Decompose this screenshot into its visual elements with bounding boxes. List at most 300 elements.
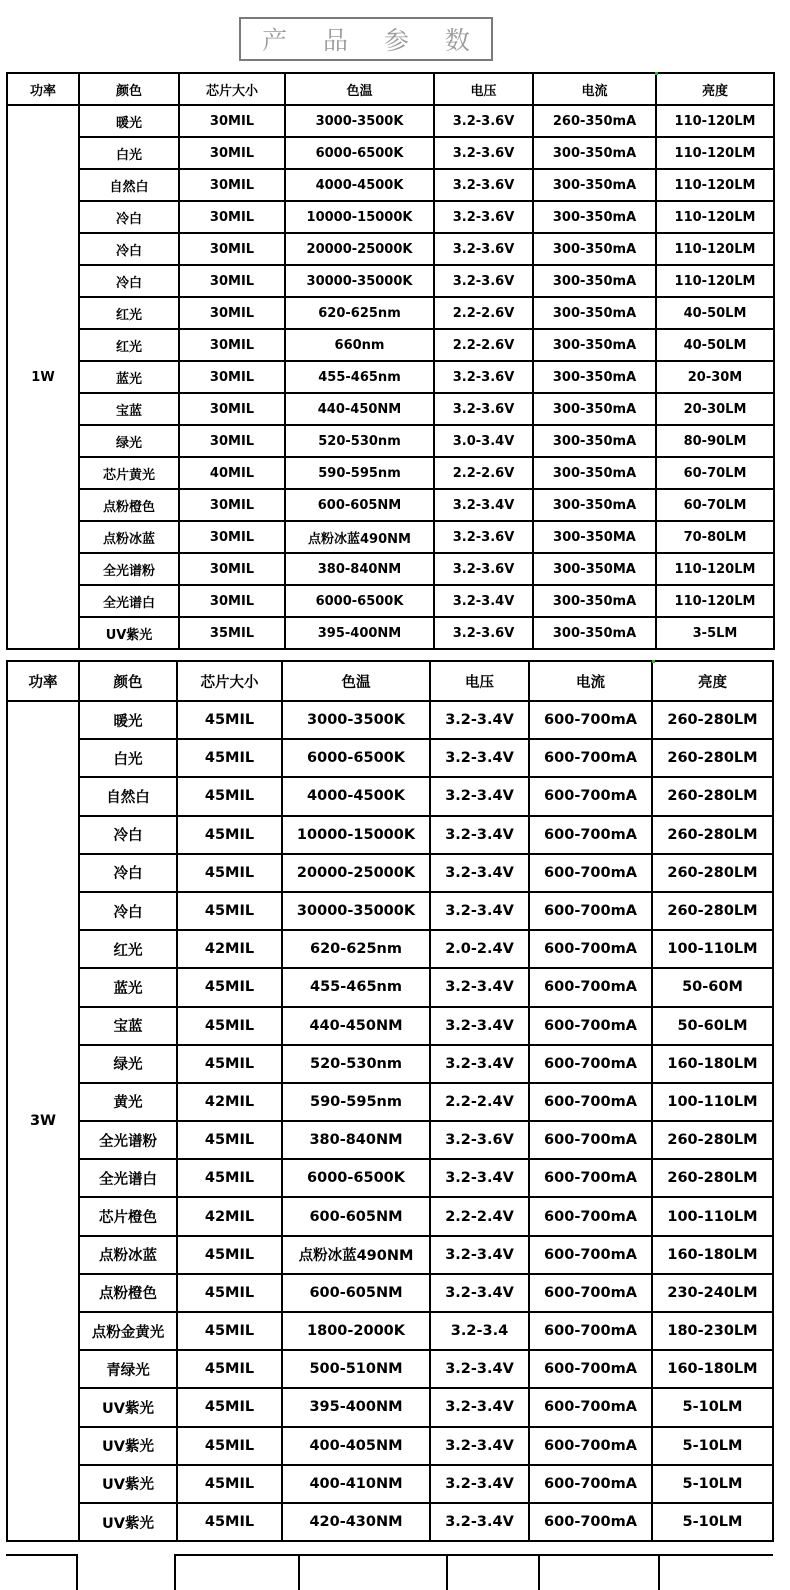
- cell-voltage: 3.2-3.4V: [430, 1388, 529, 1426]
- cell-color-temp: 395-400NM: [282, 1388, 430, 1426]
- cell-chip-size: 30MIL: [179, 105, 285, 137]
- cell-current: 600-700mA: [529, 1159, 652, 1197]
- header-row: [7, 661, 773, 701]
- cell-current: 600-700mA: [529, 1312, 652, 1350]
- cell-voltage: 3.2-3.6V: [434, 265, 533, 297]
- cell-color-temp: 点粉冰蓝490NM: [285, 521, 434, 553]
- cell-color: 红光: [79, 930, 177, 968]
- cell-voltage: 3.2-3.6V: [430, 1121, 529, 1159]
- cell-voltage: 3.0-3.4V: [434, 425, 533, 457]
- cell-color-temp: 10000-15000K: [285, 201, 434, 233]
- table-row: [7, 1388, 773, 1426]
- cell-chip-size: 45MIL: [177, 1007, 282, 1045]
- cell-current: 600-700mA: [529, 1427, 652, 1465]
- cell-brightness: 40-50LM: [656, 297, 774, 329]
- cell-chip-size: 45MIL: [177, 854, 282, 892]
- table-row: [7, 617, 774, 649]
- table-row: [7, 1236, 773, 1274]
- table-row: [7, 457, 774, 489]
- cell-chip-size: 45MIL: [177, 1312, 282, 1350]
- divider: [446, 1554, 448, 1590]
- table-body-1w: [7, 105, 774, 649]
- cell-brightness: 5-10LM: [652, 1465, 773, 1503]
- cell-current: 600-700mA: [529, 777, 652, 815]
- cell-current: 600-700mA: [529, 1007, 652, 1045]
- table-row: [7, 854, 773, 892]
- cell-chip-size: 42MIL: [177, 1197, 282, 1235]
- cell-brightness: 60-70LM: [656, 489, 774, 521]
- cell-current: 600-700mA: [529, 1083, 652, 1121]
- table-row: [7, 892, 773, 930]
- cell-chip-size: 45MIL: [177, 1503, 282, 1541]
- table-row: [7, 329, 774, 361]
- cell-voltage: 3.2-3.6V: [434, 393, 533, 425]
- table-row: [7, 1121, 773, 1159]
- cell-color: 全光谱白: [79, 585, 179, 617]
- cell-color: 全光谱粉: [79, 553, 179, 585]
- cell-current: 300-350mA: [533, 137, 656, 169]
- cell-color: 白光: [79, 137, 179, 169]
- table-row: [7, 105, 774, 137]
- cell-voltage: 3.2-3.4V: [430, 1007, 529, 1045]
- divider: [174, 1554, 176, 1590]
- partial-next-table: [6, 1554, 773, 1590]
- cell-brightness: 110-120LM: [656, 201, 774, 233]
- cell-voltage: 3.2-3.4V: [430, 1427, 529, 1465]
- cell-color-temp: 420-430NM: [282, 1503, 430, 1541]
- header-chip-size: 芯片大小: [177, 661, 282, 701]
- header-color-temp: 色温: [285, 73, 434, 105]
- cell-brightness: 160-180LM: [652, 1045, 773, 1083]
- cell-chip-size: 45MIL: [177, 1427, 282, 1465]
- cell-color: 青绿光: [79, 1350, 177, 1388]
- cell-voltage: 3.2-3.4V: [430, 1465, 529, 1503]
- cell-chip-size: 35MIL: [179, 617, 285, 649]
- cell-color-temp: 30000-35000K: [285, 265, 434, 297]
- cell-brightness: 50-60M: [652, 968, 773, 1006]
- cell-color-temp: 3000-3500K: [285, 105, 434, 137]
- title-box: [239, 17, 493, 61]
- cell-chip-size: 30MIL: [179, 489, 285, 521]
- header-color: 颜色: [79, 73, 179, 105]
- table-row: [7, 777, 773, 815]
- header-power: 功率: [7, 73, 79, 105]
- cell-color: 黄光: [79, 1083, 177, 1121]
- cell-voltage: 3.2-3.4V: [430, 816, 529, 854]
- cell-voltage: 3.2-3.6V: [434, 169, 533, 201]
- green-dot-marker: [655, 72, 658, 75]
- cell-color: 暖光: [79, 701, 177, 739]
- cell-current: 600-700mA: [529, 739, 652, 777]
- cell-chip-size: 45MIL: [177, 1388, 282, 1426]
- cell-chip-size: 45MIL: [177, 1121, 282, 1159]
- cell-chip-size: 42MIL: [177, 1083, 282, 1121]
- table-row: [7, 1350, 773, 1388]
- cell-chip-size: 45MIL: [177, 1465, 282, 1503]
- table-row: [7, 1312, 773, 1350]
- header-voltage: 电压: [434, 73, 533, 105]
- cell-brightness: 160-180LM: [652, 1236, 773, 1274]
- cell-color: 暖光: [79, 105, 179, 137]
- cell-brightness: 110-120LM: [656, 265, 774, 297]
- cell-color-temp: 620-625nm: [285, 297, 434, 329]
- cell-current: 600-700mA: [529, 892, 652, 930]
- cell-voltage: 2.0-2.4V: [430, 930, 529, 968]
- cell-brightness: 110-120LM: [656, 585, 774, 617]
- cell-current: 300-350mA: [533, 585, 656, 617]
- table-row: [7, 930, 773, 968]
- cell-voltage: 3.2-3.6V: [434, 137, 533, 169]
- cell-current: 600-700mA: [529, 968, 652, 1006]
- cell-color-temp: 455-465nm: [282, 968, 430, 1006]
- table-row: [7, 361, 774, 393]
- cell-brightness: 110-120LM: [656, 553, 774, 585]
- cell-brightness: 260-280LM: [652, 701, 773, 739]
- cell-current: 300-350mA: [533, 297, 656, 329]
- table-row: [7, 1503, 773, 1541]
- table-body-3w: [7, 701, 773, 1541]
- cell-brightness: 100-110LM: [652, 1083, 773, 1121]
- header-color: 颜色: [79, 661, 177, 701]
- cell-color: 蓝光: [79, 361, 179, 393]
- table-row: [7, 585, 774, 617]
- table-row: [7, 1007, 773, 1045]
- cell-color: UV紫光: [79, 1388, 177, 1426]
- cell-brightness: 260-280LM: [652, 739, 773, 777]
- cell-current: 300-350mA: [533, 201, 656, 233]
- cell-brightness: 100-110LM: [652, 930, 773, 968]
- cell-brightness: 70-80LM: [656, 521, 774, 553]
- header-brightness: 亮度: [656, 73, 774, 105]
- page-title: 产 品 参 数: [262, 26, 484, 55]
- table-row: [7, 816, 773, 854]
- cell-brightness: 230-240LM: [652, 1274, 773, 1312]
- cell-color: 自然白: [79, 777, 177, 815]
- cell-voltage: 3.2-3.4V: [430, 854, 529, 892]
- cell-chip-size: 30MIL: [179, 137, 285, 169]
- cell-current: 600-700mA: [529, 1388, 652, 1426]
- cell-color-temp: 600-605NM: [285, 489, 434, 521]
- cell-chip-size: 30MIL: [179, 585, 285, 617]
- cell-chip-size: 45MIL: [177, 1045, 282, 1083]
- table-row: [7, 1197, 773, 1235]
- table-row: [7, 393, 774, 425]
- cell-chip-size: 45MIL: [177, 816, 282, 854]
- table-row: [7, 137, 774, 169]
- cell-brightness: 80-90LM: [656, 425, 774, 457]
- cell-color-temp: 455-465nm: [285, 361, 434, 393]
- cell-current: 600-700mA: [529, 816, 652, 854]
- cell-current: 600-700mA: [529, 930, 652, 968]
- cell-chip-size: 45MIL: [177, 701, 282, 739]
- cell-color-temp: 20000-25000K: [282, 854, 430, 892]
- cell-color-temp: 600-605NM: [282, 1197, 430, 1235]
- cell-chip-size: 30MIL: [179, 521, 285, 553]
- cell-color-temp: 440-450NM: [282, 1007, 430, 1045]
- cell-voltage: 3.2-3.6V: [434, 521, 533, 553]
- cell-color-temp: 4000-4500K: [282, 777, 430, 815]
- cell-color-temp: 440-450NM: [285, 393, 434, 425]
- cell-brightness: 260-280LM: [652, 854, 773, 892]
- divider: [298, 1554, 300, 1590]
- cell-current: 300-350MA: [533, 521, 656, 553]
- table-row: [7, 425, 774, 457]
- cell-chip-size: 30MIL: [179, 553, 285, 585]
- header-row: [7, 73, 774, 105]
- table-row: [7, 201, 774, 233]
- cell-voltage: 2.2-2.6V: [434, 457, 533, 489]
- cell-chip-size: 45MIL: [177, 968, 282, 1006]
- cell-color: 宝蓝: [79, 393, 179, 425]
- table-row: [7, 169, 774, 201]
- cell-voltage: 3.2-3.6V: [434, 553, 533, 585]
- cell-current: 600-700mA: [529, 1465, 652, 1503]
- cell-color-temp: 620-625nm: [282, 930, 430, 968]
- cell-current: 600-700mA: [529, 854, 652, 892]
- cell-chip-size: 30MIL: [179, 169, 285, 201]
- cell-current: 260-350mA: [533, 105, 656, 137]
- cell-chip-size: 30MIL: [179, 265, 285, 297]
- cell-voltage: 2.2-2.6V: [434, 329, 533, 361]
- cell-brightness: 180-230LM: [652, 1312, 773, 1350]
- divider: [76, 1554, 78, 1590]
- cell-color-temp: 380-840NM: [285, 553, 434, 585]
- cell-current: 300-350MA: [533, 553, 656, 585]
- cell-color-temp: 500-510NM: [282, 1350, 430, 1388]
- cell-brightness: 260-280LM: [652, 816, 773, 854]
- cell-color: 宝蓝: [79, 1007, 177, 1045]
- header-voltage: 电压: [430, 661, 529, 701]
- cell-color-temp: 10000-15000K: [282, 816, 430, 854]
- cell-color-temp: 6000-6500K: [285, 585, 434, 617]
- cell-color: UV紫光: [79, 1503, 177, 1541]
- cell-chip-size: 40MIL: [179, 457, 285, 489]
- cell-color: 芯片橙色: [79, 1197, 177, 1235]
- cell-current: 300-350mA: [533, 329, 656, 361]
- cell-color: 冷白: [79, 854, 177, 892]
- cell-color-temp: 660nm: [285, 329, 434, 361]
- cell-chip-size: 30MIL: [179, 201, 285, 233]
- cell-color: 点粉橙色: [79, 489, 179, 521]
- cell-voltage: 3.2-3.4V: [434, 489, 533, 521]
- header-current: 电流: [529, 661, 652, 701]
- header-current: 电流: [533, 73, 656, 105]
- cell-color: 红光: [79, 329, 179, 361]
- cell-brightness: 260-280LM: [652, 1159, 773, 1197]
- cell-brightness: 20-30LM: [656, 393, 774, 425]
- divider: [6, 1554, 76, 1556]
- cell-color: UV紫光: [79, 1465, 177, 1503]
- cell-brightness: 110-120LM: [656, 105, 774, 137]
- cell-color: 红光: [79, 297, 179, 329]
- cell-color: 全光谱白: [79, 1159, 177, 1197]
- cell-brightness: 50-60LM: [652, 1007, 773, 1045]
- cell-brightness: 5-10LM: [652, 1503, 773, 1541]
- cell-voltage: 3.2-3.4V: [430, 1274, 529, 1312]
- cell-current: 600-700mA: [529, 1503, 652, 1541]
- cell-brightness: 260-280LM: [652, 777, 773, 815]
- cell-brightness: 60-70LM: [656, 457, 774, 489]
- table-row: [7, 701, 773, 739]
- cell-chip-size: 45MIL: [177, 739, 282, 777]
- cell-color-temp: 600-605NM: [282, 1274, 430, 1312]
- cell-voltage: 3.2-3.4V: [430, 892, 529, 930]
- divider: [658, 1554, 660, 1590]
- cell-color-temp: 1800-2000K: [282, 1312, 430, 1350]
- cell-voltage: 3.2-3.6V: [434, 617, 533, 649]
- cell-color: 自然白: [79, 169, 179, 201]
- table-row: [7, 1083, 773, 1121]
- cell-voltage: 2.2-2.4V: [430, 1083, 529, 1121]
- cell-current: 600-700mA: [529, 1274, 652, 1312]
- cell-brightness: 3-5LM: [656, 617, 774, 649]
- cell-voltage: 3.2-3.4V: [430, 739, 529, 777]
- cell-color-temp: 400-410NM: [282, 1465, 430, 1503]
- cell-color-temp: 520-530nm: [285, 425, 434, 457]
- cell-brightness: 160-180LM: [652, 1350, 773, 1388]
- cell-color: 点粉橙色: [79, 1274, 177, 1312]
- cell-voltage: 3.2-3.4V: [430, 968, 529, 1006]
- header-chip-size: 芯片大小: [179, 73, 285, 105]
- table-row: [7, 1045, 773, 1083]
- cell-color: UV紫光: [79, 617, 179, 649]
- cell-color-temp: 590-595nm: [282, 1083, 430, 1121]
- cell-color: 点粉冰蓝: [79, 521, 179, 553]
- cell-voltage: 3.2-3.4V: [434, 585, 533, 617]
- table-row: [7, 297, 774, 329]
- cell-chip-size: 30MIL: [179, 393, 285, 425]
- divider: [176, 1554, 773, 1556]
- cell-brightness: 110-120LM: [656, 169, 774, 201]
- table-row: [7, 1274, 773, 1312]
- cell-voltage: 2.2-2.4V: [430, 1197, 529, 1235]
- cell-brightness: 5-10LM: [652, 1427, 773, 1465]
- cell-color: 冷白: [79, 816, 177, 854]
- divider: [538, 1554, 540, 1590]
- cell-current: 300-350mA: [533, 169, 656, 201]
- cell-color-temp: 30000-35000K: [282, 892, 430, 930]
- cell-current: 300-350mA: [533, 265, 656, 297]
- header-brightness: 亮度: [652, 661, 773, 701]
- cell-power: 1W: [7, 105, 79, 649]
- cell-color-temp: 点粉冰蓝490NM: [282, 1236, 430, 1274]
- cell-chip-size: 45MIL: [177, 1274, 282, 1312]
- cell-chip-size: 45MIL: [177, 777, 282, 815]
- cell-brightness: 40-50LM: [656, 329, 774, 361]
- cell-color-temp: 395-400NM: [285, 617, 434, 649]
- cell-voltage: 3.2-3.4: [430, 1312, 529, 1350]
- cell-current: 300-350mA: [533, 233, 656, 265]
- cell-voltage: 2.2-2.6V: [434, 297, 533, 329]
- cell-color: 冷白: [79, 892, 177, 930]
- table-row: [7, 521, 774, 553]
- cell-color: 冷白: [79, 201, 179, 233]
- spec-table-1w: [6, 72, 775, 650]
- cell-current: 600-700mA: [529, 701, 652, 739]
- cell-voltage: 3.2-3.6V: [434, 105, 533, 137]
- cell-brightness: 260-280LM: [652, 892, 773, 930]
- cell-color: 芯片黄光: [79, 457, 179, 489]
- cell-color-temp: 20000-25000K: [285, 233, 434, 265]
- cell-chip-size: 45MIL: [177, 1236, 282, 1274]
- green-dot-marker: [652, 660, 655, 663]
- cell-current: 600-700mA: [529, 1236, 652, 1274]
- cell-chip-size: 30MIL: [179, 233, 285, 265]
- cell-color: 绿光: [79, 1045, 177, 1083]
- cell-voltage: 3.2-3.4V: [430, 777, 529, 815]
- cell-power: 3W: [7, 701, 79, 1541]
- cell-voltage: 3.2-3.4V: [430, 1159, 529, 1197]
- cell-color-temp: 6000-6500K: [285, 137, 434, 169]
- cell-color-temp: 380-840NM: [282, 1121, 430, 1159]
- cell-current: 300-350mA: [533, 457, 656, 489]
- cell-current: 300-350mA: [533, 617, 656, 649]
- cell-current: 600-700mA: [529, 1045, 652, 1083]
- cell-chip-size: 42MIL: [177, 930, 282, 968]
- cell-color-temp: 4000-4500K: [285, 169, 434, 201]
- cell-voltage: 3.2-3.6V: [434, 233, 533, 265]
- cell-voltage: 3.2-3.4V: [430, 1045, 529, 1083]
- cell-current: 300-350mA: [533, 361, 656, 393]
- cell-current: 300-350mA: [533, 489, 656, 521]
- cell-color: 蓝光: [79, 968, 177, 1006]
- table-row: [7, 233, 774, 265]
- cell-color: 点粉冰蓝: [79, 1236, 177, 1274]
- cell-voltage: 3.2-3.6V: [434, 361, 533, 393]
- cell-voltage: 3.2-3.4V: [430, 1503, 529, 1541]
- cell-brightness: 20-30M: [656, 361, 774, 393]
- cell-chip-size: 30MIL: [179, 329, 285, 361]
- cell-chip-size: 30MIL: [179, 425, 285, 457]
- cell-voltage: 3.2-3.4V: [430, 1350, 529, 1388]
- cell-color-temp: 590-595nm: [285, 457, 434, 489]
- cell-chip-size: 45MIL: [177, 1350, 282, 1388]
- cell-brightness: 110-120LM: [656, 137, 774, 169]
- cell-color: 全光谱粉: [79, 1121, 177, 1159]
- table-row: [7, 739, 773, 777]
- table-row: [7, 1465, 773, 1503]
- cell-color: UV紫光: [79, 1427, 177, 1465]
- cell-current: 600-700mA: [529, 1350, 652, 1388]
- cell-color: 冷白: [79, 265, 179, 297]
- cell-current: 600-700mA: [529, 1197, 652, 1235]
- cell-color: 白光: [79, 739, 177, 777]
- cell-color: 冷白: [79, 233, 179, 265]
- cell-brightness: 260-280LM: [652, 1121, 773, 1159]
- cell-color: 点粉金黄光: [79, 1312, 177, 1350]
- cell-voltage: 3.2-3.4V: [430, 1236, 529, 1274]
- header-power: 功率: [7, 661, 79, 701]
- cell-brightness: 110-120LM: [656, 233, 774, 265]
- table-row: [7, 1427, 773, 1465]
- cell-color: 绿光: [79, 425, 179, 457]
- table-row: [7, 489, 774, 521]
- table-row: [7, 265, 774, 297]
- cell-color-temp: 520-530nm: [282, 1045, 430, 1083]
- cell-brightness: 5-10LM: [652, 1388, 773, 1426]
- cell-color-temp: 6000-6500K: [282, 1159, 430, 1197]
- cell-voltage: 3.2-3.4V: [430, 701, 529, 739]
- cell-color-temp: 6000-6500K: [282, 739, 430, 777]
- cell-color-temp: 3000-3500K: [282, 701, 430, 739]
- cell-chip-size: 45MIL: [177, 1159, 282, 1197]
- table-row: [7, 1159, 773, 1197]
- table-row: [7, 553, 774, 585]
- table-row: [7, 968, 773, 1006]
- cell-chip-size: 30MIL: [179, 361, 285, 393]
- header-color-temp: 色温: [282, 661, 430, 701]
- cell-voltage: 3.2-3.6V: [434, 201, 533, 233]
